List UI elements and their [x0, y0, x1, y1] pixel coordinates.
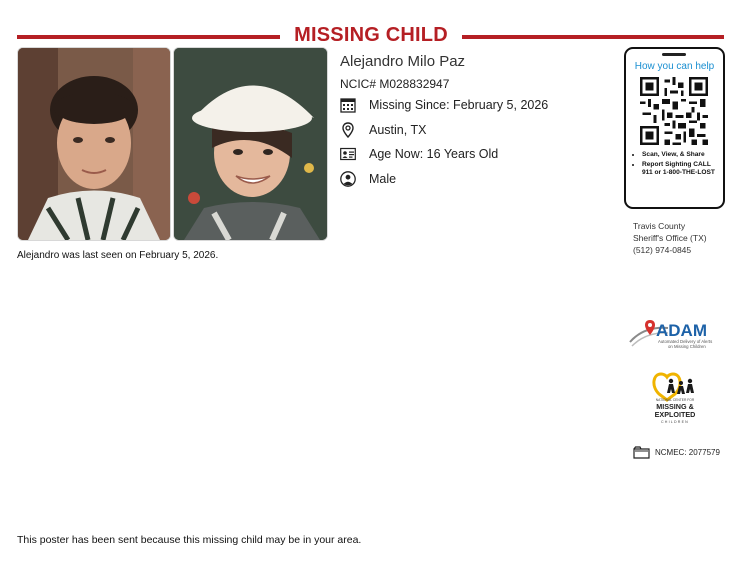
help-heading: How you can help	[634, 61, 715, 72]
missing-since-row	[340, 97, 548, 113]
person-icon	[340, 171, 356, 187]
agency-contact	[633, 220, 707, 256]
adam-word: ADAM	[656, 321, 707, 340]
child-photo-1	[17, 47, 171, 241]
poster-title: MISSING CHILD	[294, 24, 448, 46]
footer-notice: This poster has been sent because this missing child may be in your area.	[17, 534, 362, 546]
adam-tagline-2: on Missing Children	[668, 344, 706, 349]
qr-code-icon[interactable]	[640, 77, 708, 145]
help-step: • Report Sighting CALL 911 or 1-800-THE-LOST	[642, 161, 723, 177]
ncic-number: NCIC# M028832947	[340, 77, 450, 91]
agency-phone: (512) 974-0845	[633, 245, 692, 255]
id-card-icon	[340, 146, 356, 162]
location-row	[340, 122, 426, 138]
help-steps	[630, 151, 723, 179]
sex-text: Male	[369, 172, 397, 186]
ncmec-case-id	[633, 446, 720, 459]
missing-since-text: Missing Since: February 5, 2026	[369, 98, 549, 112]
calendar-icon	[340, 97, 356, 113]
agency-line-2: Sheriff's Office (TX)	[633, 233, 707, 243]
ncmec-logo	[645, 368, 705, 428]
location-pin-icon	[340, 122, 356, 138]
folder-icon	[633, 446, 650, 459]
help-step: • Scan, View, & Share	[642, 151, 723, 159]
age-row	[340, 146, 498, 162]
header-rule-right	[462, 35, 724, 39]
child-name: Alejandro Milo Paz	[340, 53, 466, 70]
ncmec-line-3: EXPLOITED	[654, 410, 696, 419]
agency-line-1: Travis County	[633, 221, 686, 231]
age-text: Age Now: 16 Years Old	[369, 147, 499, 161]
phone-notch	[662, 53, 686, 56]
sex-row	[340, 171, 396, 187]
child-photo-2	[173, 47, 328, 241]
ncmec-line-1: NATIONAL CENTER FOR	[655, 398, 695, 402]
header-rule-left	[17, 35, 280, 39]
last-seen-text: Alejandro was last seen on February 5, 2026.	[17, 250, 219, 261]
ncmec-line-4: CHILDREN	[661, 420, 689, 424]
location-text: Austin, TX	[369, 123, 427, 137]
ncmec-line-2: MISSING &	[656, 402, 694, 411]
qr-help-panel	[624, 47, 725, 209]
ncmec-case-number: NCMEC: 2077579	[655, 448, 720, 457]
adam-tagline-1: Automated Delivery of Alerts	[658, 339, 713, 344]
adam-logo	[628, 318, 720, 354]
